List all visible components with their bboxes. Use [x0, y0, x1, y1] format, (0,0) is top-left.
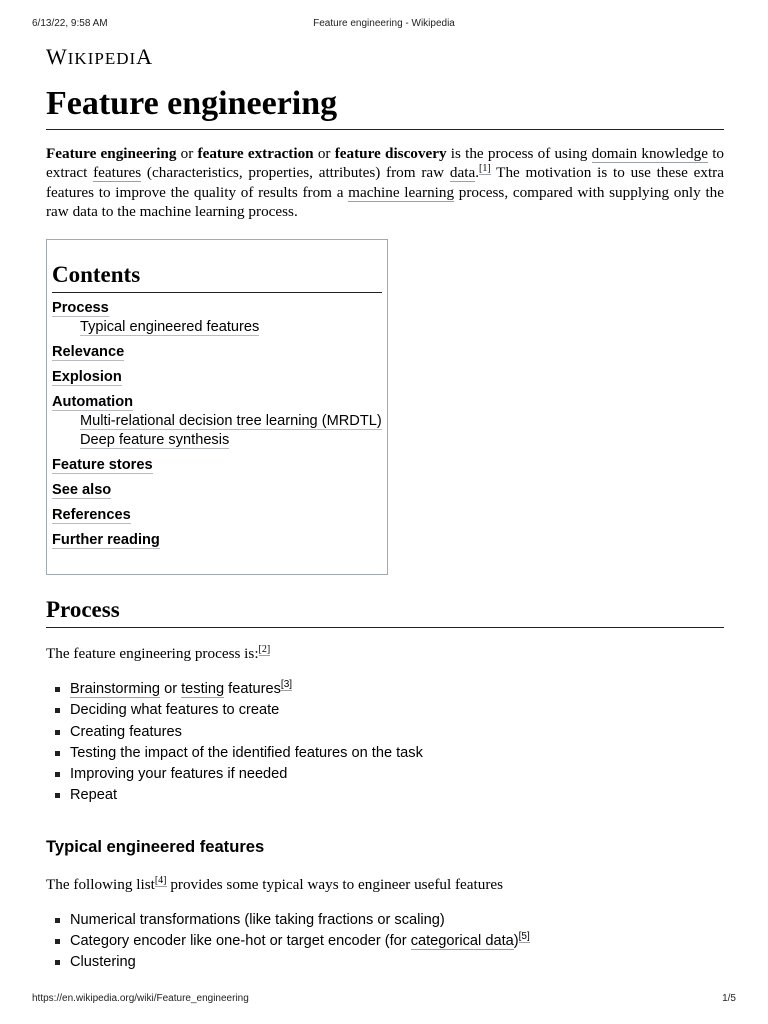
toc-item-relevance — [52, 343, 382, 362]
list-item: Improving your features if needed — [46, 764, 724, 785]
list-item — [46, 931, 724, 952]
toc-item-explosion — [52, 368, 382, 387]
citation-5[interactable] — [519, 931, 530, 943]
list-item: Creating features — [46, 722, 724, 743]
toc-link-explosion[interactable]: Explosion — [52, 368, 122, 385]
link-categorical-data[interactable]: categorical data — [410, 932, 514, 949]
list-item: Clustering — [46, 952, 724, 973]
toc-item-deep-feature-synthesis — [52, 431, 382, 450]
citation-1-link[interactable]: [1] — [479, 163, 491, 175]
toc-item-see-also — [52, 481, 382, 500]
intro-bold-2: feature extraction — [197, 145, 314, 163]
list-item: Numerical transformations (like taking fractions or scaling) — [46, 910, 724, 931]
link-testing[interactable]: testing — [181, 680, 225, 697]
toc-list — [52, 299, 382, 550]
intro-text-8: process, compared with supplying only the raw data to the machine learning process. — [46, 183, 725, 220]
intro-text-5: (characteristics, properties, attributes) from raw — [141, 164, 450, 182]
list-item-text: features — [224, 680, 281, 697]
intro-text-2: or — [313, 145, 335, 163]
list-item: Testing the impact of the identified features on the task — [46, 743, 724, 764]
link-machine-learning[interactable]: machine learning — [348, 183, 455, 201]
toc-item-further-reading — [52, 531, 382, 550]
citation-3-link[interactable]: [3] — [280, 679, 293, 691]
print-url: https://en.wikipedia.org/wiki/Feature_engineering — [32, 993, 249, 1004]
subsection-heading-typical-engineered-features: Typical engineered features — [46, 836, 265, 856]
citation-1[interactable] — [479, 163, 491, 175]
print-doc-title: Feature engineering - Wikipedia — [313, 18, 455, 29]
section-heading-process: Process — [46, 597, 724, 628]
intro-bold-1: Feature engineering — [46, 145, 177, 163]
citation-2-link[interactable]: [2] — [258, 643, 271, 655]
intro-text-1: or — [176, 145, 198, 163]
toc-link-references[interactable]: References — [52, 506, 131, 523]
toc-link-relevance[interactable]: Relevance — [52, 343, 125, 360]
toc-item-typical-engineered-features — [52, 318, 382, 337]
wordmark-first: W — [46, 44, 68, 69]
link-brainstorming[interactable]: Brainstorming — [70, 680, 161, 697]
toc-item-process — [52, 299, 382, 318]
toc-item-feature-stores — [52, 456, 382, 475]
toc-item-mrdtl — [52, 412, 382, 431]
citation-4[interactable] — [155, 875, 167, 887]
citation-5-link[interactable]: [5] — [518, 931, 530, 943]
process-steps-list — [46, 679, 724, 807]
process-intro — [46, 644, 724, 663]
typical-intro-text-2: provides some typical ways to engineer useful features — [166, 875, 504, 893]
print-footer — [32, 993, 736, 1007]
intro-text-7: The motivation is to use these extra features to improve the quality of results from a — [46, 164, 724, 201]
wordmark-last: A — [136, 44, 154, 69]
intro-text-4: to extract — [46, 145, 725, 182]
toc-link-automation[interactable]: Automation — [52, 393, 134, 410]
list-item: Deciding what features to create — [46, 700, 724, 721]
print-header — [32, 18, 736, 32]
list-item-text: ) — [513, 932, 519, 949]
toc-link-process[interactable]: Process — [52, 299, 109, 316]
toc-link-typical-engineered-features[interactable]: Typical engineered features — [80, 318, 260, 335]
typical-intro-text-1: The following list — [46, 875, 155, 893]
toc-item-references — [52, 506, 382, 525]
citation-2[interactable] — [259, 644, 271, 656]
print-datetime: 6/13/22, 9:58 AM — [32, 18, 108, 29]
list-item-text: or — [160, 680, 182, 697]
toc-item-automation — [52, 393, 382, 412]
typical-features-list — [46, 910, 724, 974]
page-title: Feature engineering — [46, 84, 724, 130]
intro-paragraph — [46, 144, 724, 221]
list-item — [46, 679, 724, 700]
toc-link-feature-stores[interactable]: Feature stores — [52, 456, 153, 473]
toc-link-see-also[interactable]: See also — [52, 481, 112, 498]
intro-text-3: is the process of using — [446, 145, 592, 163]
intro-bold-3: feature discovery — [334, 145, 447, 163]
print-page-number: 1/5 — [722, 993, 736, 1004]
typical-intro — [46, 875, 724, 894]
toc-title: Contents — [52, 262, 382, 293]
article-content — [46, 42, 724, 974]
link-features[interactable]: features — [93, 164, 142, 182]
list-item-text: Category encoder like one-hot or target encoder (for — [70, 932, 411, 949]
list-item: Repeat — [46, 785, 724, 806]
table-of-contents — [46, 239, 388, 575]
wikipedia-wordmark[interactable] — [46, 44, 724, 70]
link-domain-knowledge[interactable]: domain knowledge — [591, 145, 708, 163]
citation-3[interactable] — [281, 679, 292, 691]
toc-link-mrdtl[interactable]: Multi-relational decision tree learning (MRDTL) — [80, 412, 382, 429]
citation-4-link[interactable]: [4] — [154, 874, 167, 886]
process-intro-text: The feature engineering process is: — [46, 644, 259, 662]
link-data[interactable]: data — [449, 164, 476, 182]
toc-link-deep-feature-synthesis[interactable]: Deep feature synthesis — [80, 431, 230, 448]
intro-text-6: . — [475, 164, 479, 182]
toc-link-further-reading[interactable]: Further reading — [52, 531, 160, 548]
wordmark-middle: IKIPEDI — [67, 49, 137, 68]
